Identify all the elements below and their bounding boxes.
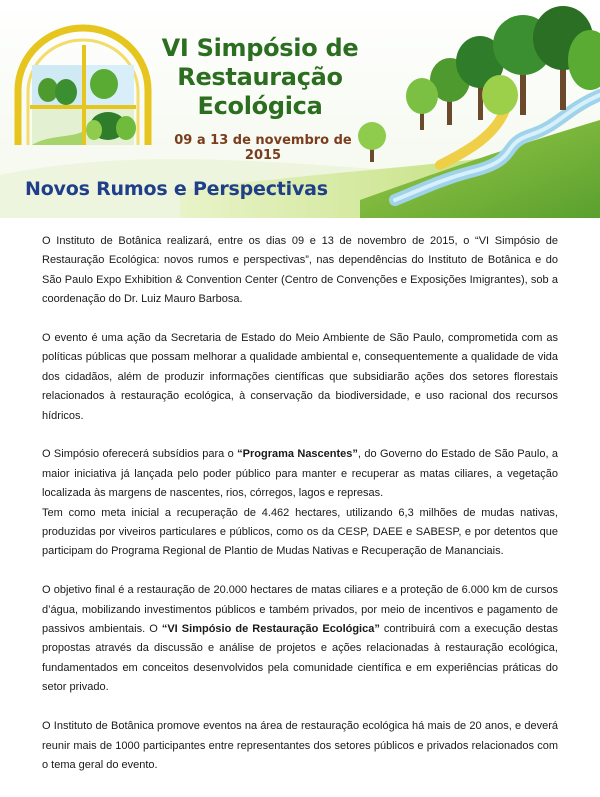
paragraph-goal-initial: Tem como meta inicial a recuperação de 4.462 hectares, utilizando 6,3 milhões de mudas nativas, produzidas por viveiros particulares e públicos, como os da CESP, DAEE e SABESP, e por detentos que participam do Programa Regional de Plantio de Mudas Nativas e Recuperação de Mananciais. — [42, 506, 558, 558]
title-line-2: Restauração — [177, 63, 343, 91]
paragraph-program-text-b: , do Governo do Estado de São Paulo, a maior iniciativa já lançada pelo poder público para manter e recuperar as matas ciliares, a vegetação localizada às margens de nascentes, rios, córregos, lagos e represas. — [42, 448, 558, 500]
symposium-logo-icon — [8, 20, 158, 150]
paragraph-program-text-a: O Simpósio oferecerá subsídios para o — [42, 448, 238, 461]
paragraph-event: O evento é uma ação da Secretaria de Estado do Meio Ambiente de São Paulo, comprometida com as políticas públicas que possam melhorar a qualidade ambiental e, consequentemente a qualidade de vida dos cidadãos, além de produzir informações científicas que subsidiarão ações dos setores florestais relacionados à restauração ecológica, à conservação da biodiversidade, e uso racional dos recursos hídricos. — [42, 332, 558, 422]
event-dates: 09 a 13 de novembro de 2015 — [174, 133, 352, 163]
paragraph-goal-text-a: O objetivo final é a restauração de 20.000 hectares de matas ciliares e a proteção de 6.000 km de cursos d’água, mobilizando investimentos públicos e também privados, por meio de incentivos e pagamento de passivos ambientais. O — [42, 584, 558, 636]
paragraph-institute: O Instituto de Botânica promove eventos na área de restauração ecológica há mais de 20 anos, e deverá reunir mais de 1000 participantes entre representantes dos setores públicos e privados relacionados com o tema geral do evento. — [42, 720, 558, 771]
title-line-3: Ecológica — [197, 92, 323, 120]
symposium-name-bold: “VI Simpósio de Restauração Ecológica” — [161, 623, 380, 636]
symposium-title — [160, 34, 360, 121]
title-line-1: VI Simpósio de — [161, 34, 359, 62]
program-nascentes-bold: “Programa Nascentes” — [237, 448, 358, 461]
event-subtitle: Novos Rumos e Perspectivas — [25, 178, 328, 200]
article-body — [42, 232, 558, 795]
paragraph-intro: O Instituto de Botânica realizará, entre os dias 09 e 13 de novembro de 2015, o “VI Simpósio de Restauração Ecológica: novos rumos e perspectivas”, nas dependências do Instituto de Botânica e do São Paulo Expo Exhibition & Convention Center (Centro de Convenções e Exposições Imigrantes), sob a coordenação do Dr. Luiz Mauro Barbosa. — [42, 235, 558, 306]
paragraph-goal-text-b: contribuirá com a execução destas propostas através da discussão e análise de projetos e ações relacionadas à restauração ecológica, fundamentados em conceitos desenvolvidos pela comunidade científica e em experiências práticas do setor privado. — [42, 623, 558, 694]
paragraph-program — [42, 445, 558, 503]
header-banner — [0, 0, 600, 218]
paragraph-goal-final — [42, 581, 558, 697]
